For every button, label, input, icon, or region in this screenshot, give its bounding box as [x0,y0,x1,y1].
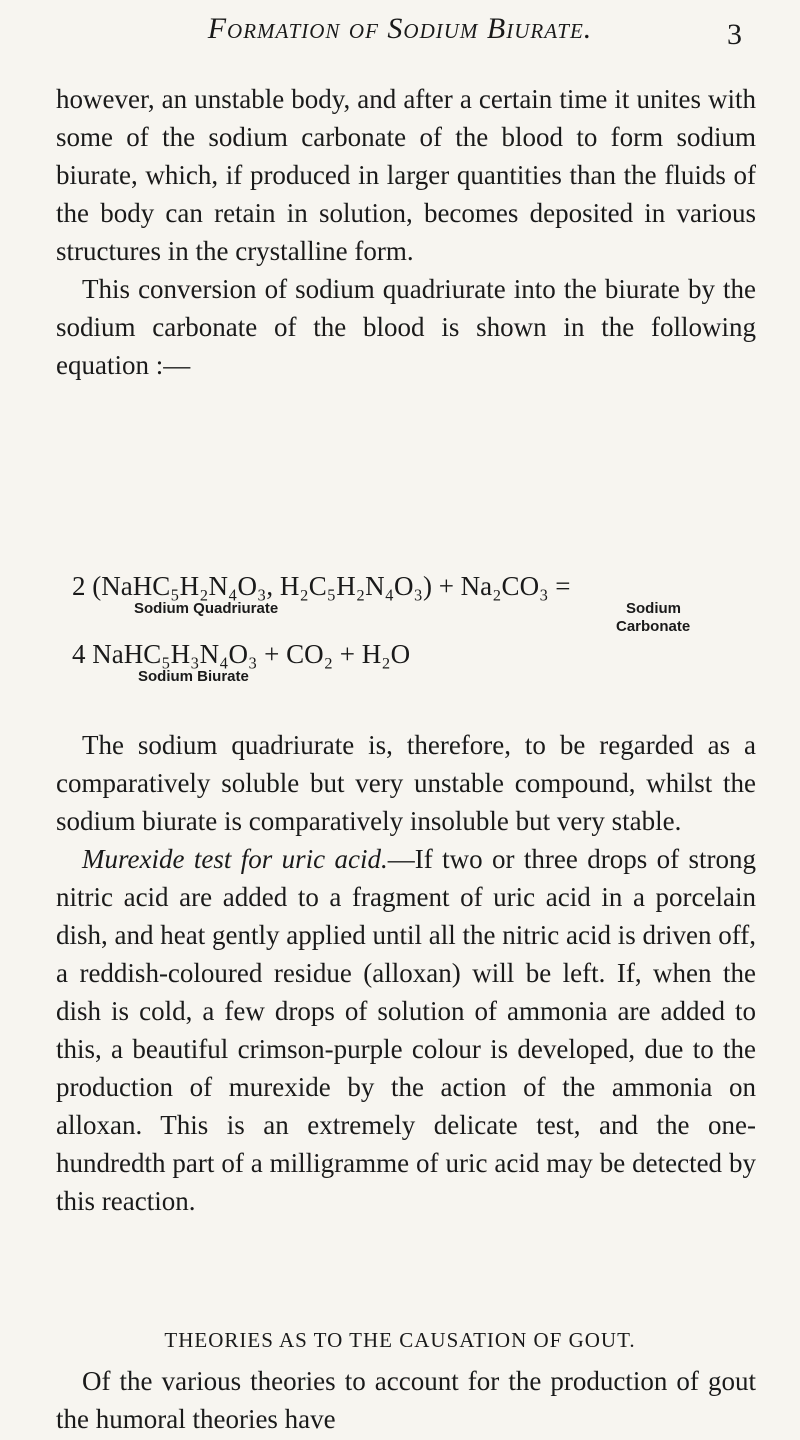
equation-line-1: 2 (NaHC₅H₂N₄O₃, H₂C₅H₂N₄O₃) + Na₂CO₃ = [72,571,571,601]
paragraph-5-block [56,1362,756,1438]
paragraph-1: however, an unstable body, and after a certain time it unites with some of the sodium carbonate of the blood to form sodium biurate, which, if produced in larger quantities than the fluids of the body can retain in solution, becomes deposited in various structures in the crystalline form. [56,84,756,266]
paragraph-4 [56,840,756,1220]
paragraph-3-block [56,726,756,1220]
running-head [0,12,800,52]
equation-line-2: 4 NaHC₅H₃N₄O₃ + CO₂ + H₂O [72,639,411,669]
page-number: 3 [727,18,742,51]
paragraph-2: This conversion of sodium quadriurate into the biurate by the sodium carbonate of the blood is shown in the following equation :— [56,274,756,380]
label-sodium-quadriurate: Sodium Quadriurate [134,600,279,617]
paragraph-1-block [56,80,756,384]
murexide-test-body: —If two or three drops of strong nitric acid are added to a fragment of uric acid in a porcelain dish, and heat gently applied until all the nitric acid is driven off, a reddish-coloured residue (alloxan) will be left. If, when the dish is cold, a few drops of solution of ammonia are added to this, a beautiful crimson-purple colour is developed, due to the production of murexide by the action of the ammonia on alloxan. This is an extremely delicate test, and the one-hundredth part of a milligramme of uric acid may be detected by this reaction. [56,844,756,1216]
murexide-test-title: Murexide test for uric acid. [82,844,388,874]
paragraph-5: Of the various theories to account for the production of gout the humoral theories have [56,1366,756,1434]
label-sodium-biurate: Sodium Biurate [138,668,249,685]
section-heading: THEORIES AS TO THE CAUSATION OF GOUT. [164,1328,636,1352]
paragraph-3: The sodium quadriurate is, therefore, to be regarded as a comparatively soluble but very unstable compound, whilst the sodium biurate is comparatively insoluble but very stable. [56,730,756,836]
label-sodium: Sodium [626,600,681,617]
running-head-title: Formation of Sodium Biurate. [207,12,593,45]
chemical-equation [72,572,772,688]
label-carbonate: Carbonate [616,618,691,635]
